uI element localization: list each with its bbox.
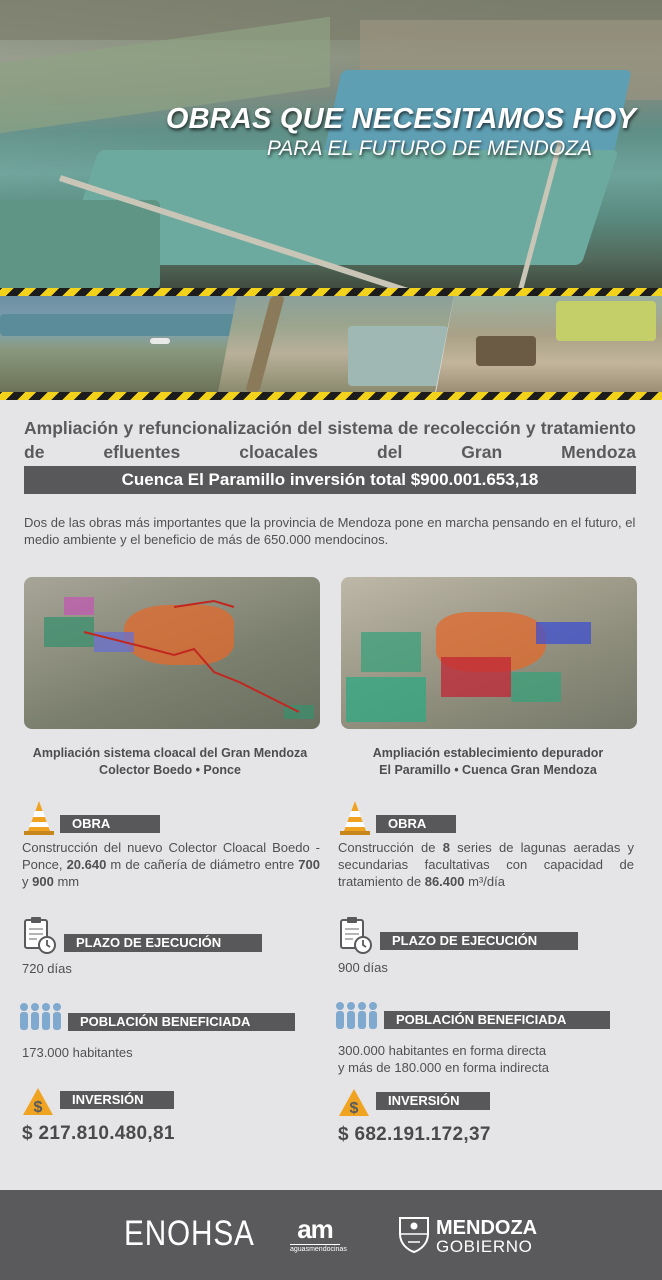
main-title: Ampliación y refuncionalización del sistema de recolección y tratamiento de efluentes cloacales del Gran Mendoza [24, 418, 636, 462]
photo-strip [0, 296, 662, 392]
left-caption-line2: Colector Boedo • Ponce [99, 763, 241, 777]
map-el-paramillo [341, 577, 637, 729]
aguas-mendocinas-logo [290, 1214, 347, 1253]
hero-pond [0, 200, 160, 290]
gobierno-title: GOBIERNO [436, 1237, 533, 1256]
photo-canal-works [218, 296, 454, 392]
hero-aerial-photo [0, 0, 662, 290]
left-map-caption [20, 745, 320, 779]
clipboard-clock-icon [338, 916, 372, 959]
hero-title-line2: PARA EL FUTURO DE MENDOZA [266, 137, 592, 160]
map-colector-route [24, 577, 320, 729]
traffic-cone-icon [338, 799, 372, 842]
photo-plant-works [436, 296, 662, 392]
photo-water [348, 326, 448, 386]
right-caption-line1: Ampliación establecimiento depurador [372, 746, 604, 760]
map-zone-green [346, 677, 426, 722]
svg-text:$: $ [349, 1100, 359, 1117]
map-zone-green [361, 632, 421, 672]
left-caption-line1: Ampliación sistema cloacal del Gran Mendoza [32, 746, 308, 760]
map-zone-blue [536, 622, 591, 644]
hero-title-line1: OBRAS QUE NECESITAMOS HOY [165, 103, 636, 135]
obra-label: OBRA [376, 815, 456, 833]
left-column [22, 795, 322, 1145]
photo-area [556, 301, 656, 341]
am-sub: aguasmendocinas [290, 1246, 347, 1253]
right-column [338, 795, 638, 1146]
plazo-label: PLAZO DE EJECUCIÓN [64, 934, 262, 952]
map-colector-boedo-ponce [24, 577, 320, 729]
photo-lagoon-road [0, 296, 240, 392]
photo-building [150, 338, 170, 344]
photo-water [0, 314, 240, 336]
poblacion-label: POBLACIÓN BENEFICIADA [68, 1013, 295, 1031]
photo-road [245, 296, 285, 392]
svg-text:$: $ [33, 1099, 43, 1116]
right-poblacion-line1: 300.000 habitantes en forma directa [338, 1043, 547, 1058]
right-inversion-value: $ 682.191.172,37 [338, 1124, 491, 1145]
left-inversion-value: $ 217.810.480,81 [22, 1123, 175, 1144]
footer-logos [0, 1190, 662, 1280]
map-zone-red [441, 657, 511, 697]
photo-machinery [476, 336, 536, 366]
right-poblacion-text [338, 1042, 638, 1076]
left-obra-text: Construcción del nuevo Colector Cloacal Boedo - Ponce, 20.640 m de cañería de diámetro entre 700 y 900 mm [22, 840, 320, 889]
intro-text: Dos de las obras más importantes que la provincia de Mendoza pone en marcha pensando en el futuro, el medio ambiente y el beneficio de más de 650.000 mendocinos. [24, 515, 636, 547]
dollar-warning-icon [22, 1087, 54, 1122]
hero-title [166, 103, 636, 161]
left-poblacion-text: 173.000 habitantes [22, 1045, 133, 1060]
enohsa-logo: ENOHSA [124, 1214, 255, 1253]
obra-label: OBRA [60, 815, 160, 833]
map-zone-green [511, 672, 561, 702]
right-obra-text: Construcción de 8 series de lagunas aeradas y secundarias facultativas con capacidad de tratamiento de 86.400 m³/día [338, 840, 634, 889]
right-poblacion-line2: y más de 180.000 en forma indirecta [338, 1060, 550, 1075]
am-mark-icon: am [297, 1214, 333, 1244]
people-group-icon [334, 998, 378, 1037]
hazard-stripe-top [0, 288, 662, 296]
people-group-icon [18, 999, 62, 1038]
plazo-label: PLAZO DE EJECUCIÓN [380, 932, 578, 950]
right-caption-line2: El Paramillo • Cuenca Gran Mendoza [379, 763, 597, 777]
poblacion-label: POBLACIÓN BENEFICIADA [384, 1011, 610, 1029]
inversion-label: INVERSIÓN [60, 1091, 174, 1109]
left-plazo-text: 720 días [22, 961, 72, 976]
mendoza-title: MENDOZA [436, 1217, 538, 1239]
hazard-stripe-bottom [0, 392, 662, 400]
right-plazo-text: 900 días [338, 960, 388, 975]
inversion-label: INVERSIÓN [376, 1092, 490, 1110]
total-investment-bar: Cuenca El Paramillo inversión total $900.001.653,18 [24, 466, 636, 494]
traffic-cone-icon [22, 799, 56, 842]
mendoza-shield-icon [398, 1216, 430, 1259]
dollar-warning-icon [338, 1088, 370, 1123]
clipboard-clock-icon [22, 916, 56, 959]
right-map-caption [338, 745, 638, 779]
